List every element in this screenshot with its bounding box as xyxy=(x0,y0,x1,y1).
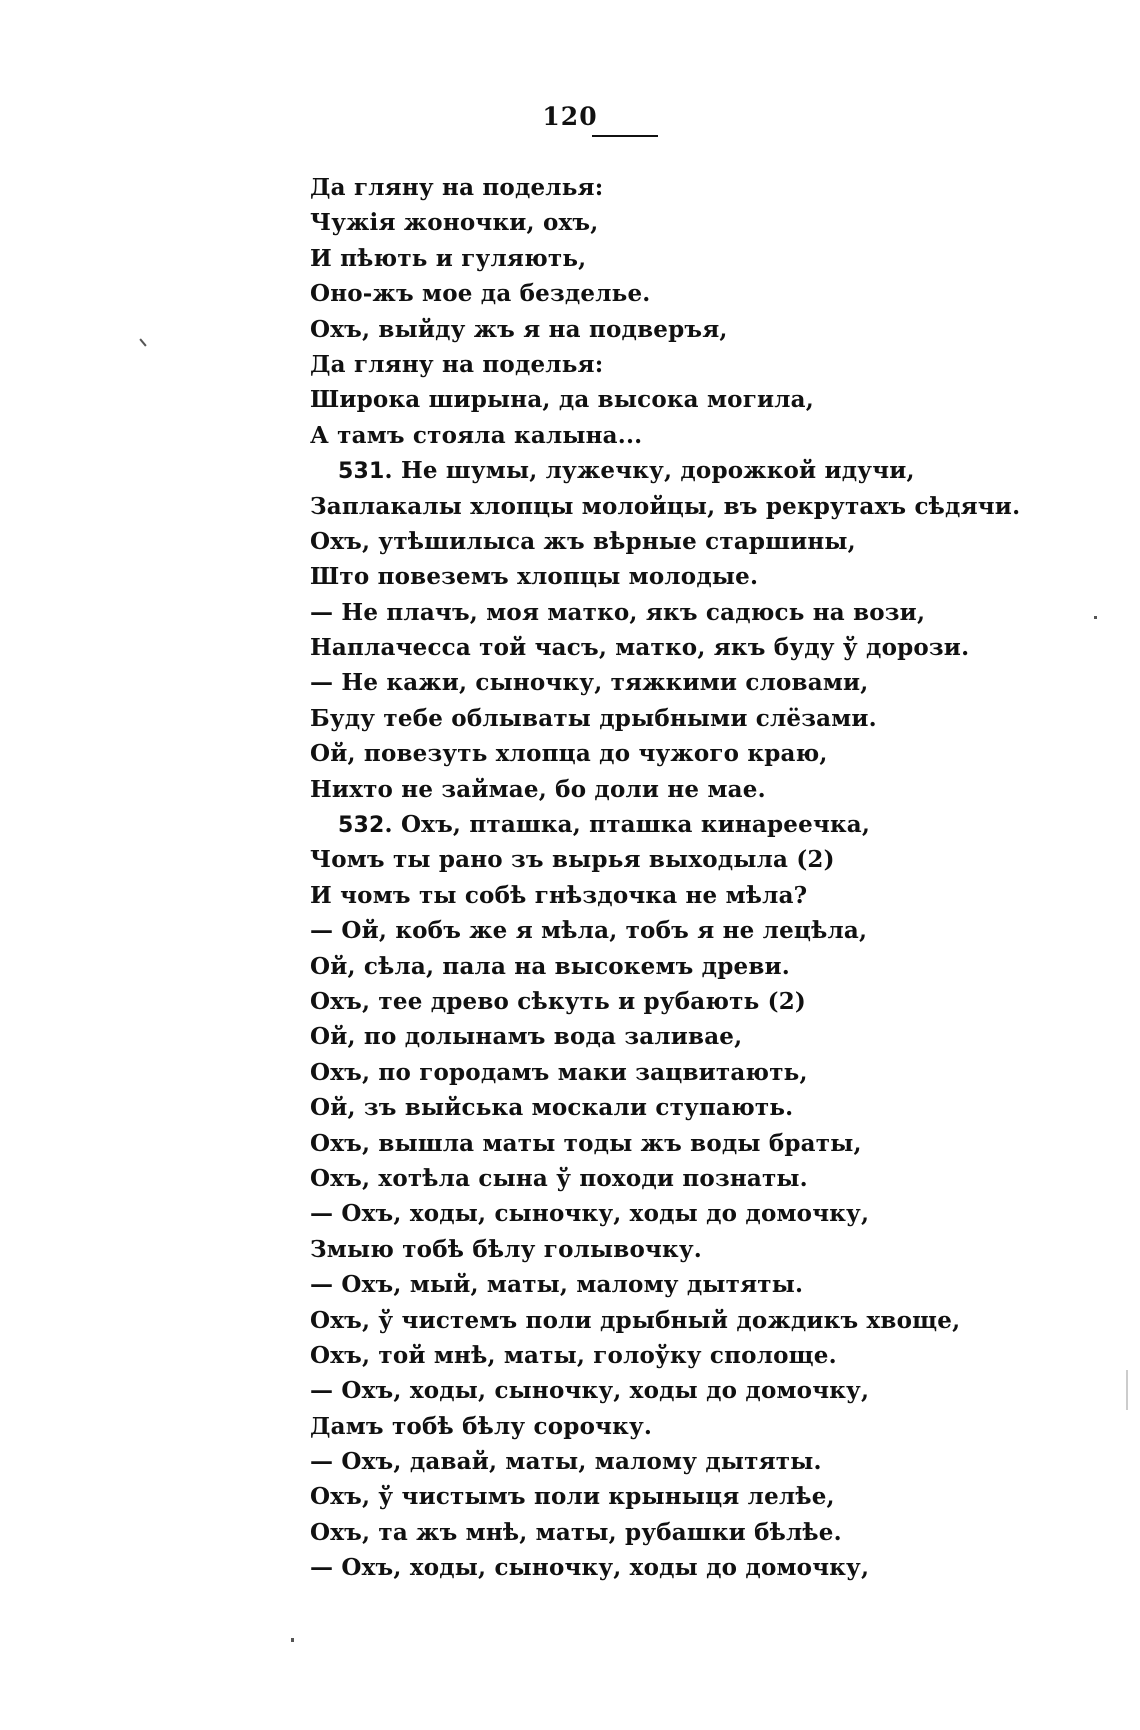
verse-line xyxy=(310,1550,1110,1585)
line-text: — Охъ, давай, маты, малому дытяты. xyxy=(310,1448,822,1476)
verse-line xyxy=(310,1444,1110,1479)
verse-line xyxy=(310,949,1110,984)
scan-speck xyxy=(291,1638,294,1642)
line-text: — Охъ, мый, маты, малому дытяты. xyxy=(310,1271,804,1299)
verse-line xyxy=(310,1090,1110,1125)
scan-speck xyxy=(1126,1370,1128,1410)
verse-line xyxy=(310,1303,1110,1338)
line-text: Оно-жъ мое да безделье. xyxy=(310,280,651,308)
verse-line xyxy=(310,701,1110,736)
scan-speck xyxy=(139,338,146,346)
verse-line xyxy=(310,382,1110,417)
verse-line xyxy=(310,736,1110,771)
verse-line xyxy=(310,1232,1110,1267)
verse-line xyxy=(310,1126,1110,1161)
verse-line xyxy=(310,1409,1110,1444)
line-text: Охъ, ў чистымъ поли крыныця лелѣе, xyxy=(310,1483,835,1511)
line-text: Нихто не займае, бо доли не мае. xyxy=(310,775,766,803)
verse-line xyxy=(310,524,1110,559)
line-text: А тамъ стояла калына... xyxy=(310,421,643,449)
line-text: Чужія жоночки, охъ, xyxy=(310,209,599,237)
verse-line xyxy=(310,842,1110,877)
line-text: Охъ, тее древо сѣкуть и рубають (2) xyxy=(310,987,807,1015)
line-text: Ой, зъ выйська москали ступають. xyxy=(310,1094,794,1122)
scan-speck xyxy=(1094,616,1097,619)
line-text: Охъ, вышла маты тоды жъ воды браты, xyxy=(310,1129,862,1157)
verse-line xyxy=(310,489,1110,524)
line-text: . Охъ, пташка, пташка кинареечка, xyxy=(384,811,871,839)
verse-line xyxy=(310,1196,1110,1231)
song-first-line xyxy=(310,453,1110,488)
line-text: Што повеземъ хлопцы молодые. xyxy=(310,563,759,591)
verse-line xyxy=(310,205,1110,240)
verse-line xyxy=(310,1019,1110,1054)
line-text: Да гляну на поделья: xyxy=(310,174,604,201)
verse-line xyxy=(310,347,1110,382)
page-number: 120 xyxy=(542,102,598,131)
line-text: — Не кажи, сыночку, тяжкими словами, xyxy=(310,669,869,697)
line-text: — Ой, кобъ же я мѣла, тобъ я не лецѣла, xyxy=(310,917,868,945)
verse-line xyxy=(310,312,1110,347)
verse-line xyxy=(310,170,1110,205)
verse-line xyxy=(310,1055,1110,1090)
line-text: Ой, по долынамъ вода заливае, xyxy=(310,1023,743,1051)
poem-text xyxy=(310,170,1110,1586)
line-text: Охъ, той мнѣ, маты, голоўку сполоще. xyxy=(310,1341,837,1369)
song-first-line xyxy=(310,807,1110,842)
line-text: Охъ, утѣшилыса жъ вѣрные старшины, xyxy=(310,527,856,555)
verse-line xyxy=(310,878,1110,913)
verse-line xyxy=(310,241,1110,276)
line-text: Наплачесса той часъ, матко, якъ буду ў дорози. xyxy=(310,634,970,662)
line-text: — Охъ, ходы, сыночку, ходы до домочку, xyxy=(310,1554,870,1582)
line-text: — Охъ, ходы, сыночку, ходы до домочку, xyxy=(310,1200,870,1228)
line-text: Змыю тобѣ бѣлу голывочку. xyxy=(310,1235,702,1263)
verse-line xyxy=(310,1515,1110,1550)
verse-line xyxy=(310,276,1110,311)
line-text: Да гляну на поделья: xyxy=(310,350,604,378)
line-text: . Не шумы, лужечку, дорожкой идучи, xyxy=(384,457,915,485)
verse-line xyxy=(310,1373,1110,1408)
verse-line xyxy=(310,1267,1110,1302)
line-text: — Не плачъ, моя матко, якъ садюсь на вози, xyxy=(310,598,926,626)
verse-line xyxy=(310,913,1110,948)
line-text: Охъ, та жъ мнѣ, маты, рубашки бѣлѣе. xyxy=(310,1518,842,1546)
line-text: Охъ, хотѣла сына ў походи познаты. xyxy=(310,1164,808,1192)
line-text: Буду тебе облываты дрыбными слёзами. xyxy=(310,704,877,732)
verse-line xyxy=(310,595,1110,630)
line-text: Дамъ тобѣ бѣлу сорочку. xyxy=(310,1412,653,1440)
line-text: Ой, сѣла, пала на высокемъ древи. xyxy=(310,952,790,980)
verse-line xyxy=(310,1161,1110,1196)
line-text: Ой, повезуть хлопца до чужого краю, xyxy=(310,740,828,768)
verse-line xyxy=(310,984,1110,1019)
verse-line xyxy=(310,418,1110,453)
line-text: Охъ, ў чистемъ поли дрыбный дождикъ хвоще, xyxy=(310,1306,961,1334)
verse-line xyxy=(310,559,1110,594)
page-number-rule xyxy=(592,135,658,137)
verse-line xyxy=(310,1338,1110,1373)
verse-line xyxy=(310,630,1110,665)
verse-line xyxy=(310,772,1110,807)
line-text: Охъ, по городамъ маки зацвитають, xyxy=(310,1058,808,1086)
verse-line xyxy=(310,1479,1110,1514)
line-text: — Охъ, ходы, сыночку, ходы до домочку, xyxy=(310,1377,870,1405)
line-text: Чомъ ты рано зъ вырья выходыла (2) xyxy=(310,846,835,874)
line-text: Заплакалы хлопцы молойцы, въ рекрутахъ сѣдячи. xyxy=(310,492,1021,520)
verse-line xyxy=(310,665,1110,700)
line-text: И чомъ ты собѣ гнѣздочка не мѣла? xyxy=(310,881,808,909)
line-text: И пѣють и гуляють, xyxy=(310,244,587,272)
line-text: Охъ, выйду жъ я на подверъя, xyxy=(310,315,728,343)
song-number: 531 xyxy=(338,459,385,485)
line-text: Широка ширына, да высока могила, xyxy=(310,386,814,414)
song-number: 532 xyxy=(338,813,385,839)
